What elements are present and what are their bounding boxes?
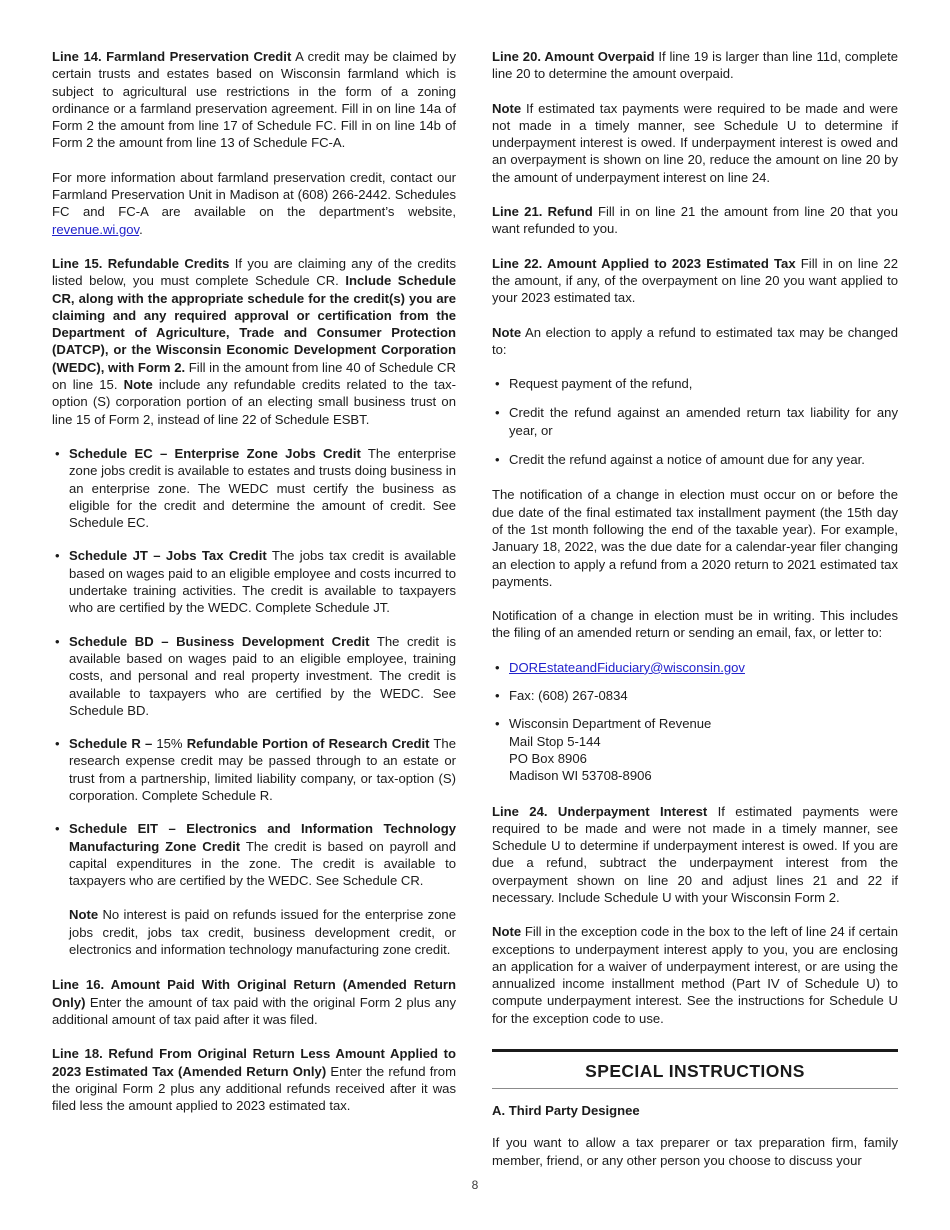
refundable-credit-bullets bbox=[52, 445, 456, 958]
bullet-body-schedule-r: The research expense credit may be passed through to an estate or trust from a partnership, limited liability company, or tax-option (S) corporation. Complete Schedule R. bbox=[69, 736, 456, 803]
list-item-email bbox=[492, 659, 898, 676]
bullet-heading-schedule-r-part-1: Schedule R – bbox=[69, 736, 157, 752]
paragraph-line-14 bbox=[52, 48, 456, 152]
bullet-heading-schedule-ec: Schedule EC – Enterprise Zone Jobs Credit bbox=[69, 445, 361, 461]
line-16-heading: Line 16. Amount Paid With Original Return (Amended Return Only) bbox=[52, 977, 456, 1010]
paragraph-line-18 bbox=[52, 1045, 456, 1114]
note-election-label: Note bbox=[492, 324, 522, 340]
line-21-body: Fill in on line 21 the amount from line 20 that you want refunded to you. bbox=[492, 204, 898, 237]
list-item bbox=[52, 633, 456, 719]
bullet-heading-schedule-bd: Schedule BD – Business Development Credit bbox=[69, 633, 370, 649]
page-number: 8 bbox=[471, 1178, 479, 1192]
section-a-heading: A. Third Party Designee bbox=[492, 1103, 640, 1119]
line-15-part-1: If you are claiming any of the credits listed below, you must complete Schedule CR. bbox=[52, 255, 456, 289]
note-exception-body: Fill in the exception code in the box to the left of line 24 if certain exceptions to underpayment interest apply to you, you are enclosing an application for a waiver of underpayment interest, or are using the annualized income installment method (Part IV of Schedule U) to compute underpayment interest. See the instructions for Schedule U for the exception code to use. bbox=[492, 924, 898, 1026]
bullet-body-schedule-eit: The credit is based on payroll and capital expenditures in the zone. The credit is available to taxpayers who are certified by the WEDC. See Schedule CR. bbox=[69, 838, 456, 889]
list-item bbox=[52, 547, 456, 616]
line-18-heading: Line 18. Refund From Original Return Less Amount Applied to 2023 Estimated Tax (Amended Return Only) bbox=[52, 1046, 456, 1079]
line-24-heading: Line 24. Underpayment Interest bbox=[492, 803, 708, 819]
list-item bbox=[52, 445, 456, 531]
list-item bbox=[52, 735, 456, 804]
address-line-1: • Wisconsin Department of Revenue bbox=[509, 716, 712, 732]
farmland-contact-text: For more information about farmland preservation credit, contact our Farmland Preservation Unit in Madison at (608) 266-2442. Schedules FC and FC-A are available on the department’s website, bbox=[52, 169, 456, 220]
revenue-website-link[interactable]: revenue.wi.gov bbox=[52, 221, 140, 237]
special-instructions-header-block bbox=[492, 1049, 898, 1089]
line-24-body: If estimated payments were required to be made and were not made in a timely manner, see Schedule U to determine if underpayment interest is owed. If you are due a refund, subtract the underpayment interest from the overpayment shown on line 20 and adjust lines 21 and 22 if necessary. Include Schedule U with your Wisconsin Form 2. bbox=[492, 803, 898, 905]
paragraph-note-line-20 bbox=[492, 100, 898, 186]
bullet-schedule-r-percent: 15% bbox=[156, 736, 183, 752]
line-15-part-3: include any refundable credits related to the tax-option (S) corporation portion of an electing small business trust on line 15 of Form 2, instead of line 22 of Schedule ESBT. bbox=[52, 377, 457, 427]
line-21-heading: Line 21. Refund bbox=[492, 204, 593, 220]
line-15-part-2: Fill in the amount from line 40 of Schedule CR on line 15. bbox=[52, 359, 456, 393]
line-15-bold-block: Include Schedule CR, along with the appropriate schedule for the credit(s) you are claiming and any required approval or certification from the Department of Agriculture, Trade and Consumer Protection (DATCP), or the Wisconsin Economic Development Corporation (WEDC), with Form 2. bbox=[52, 273, 456, 375]
paragraph-line-24 bbox=[492, 803, 898, 907]
line-20-heading: Line 20. Amount Overpaid bbox=[492, 49, 655, 64]
bullet-body-schedule-jt: The jobs tax credit is available based on wages paid to an eligible employee and costs incurred to undertake training activities. The credit is available to taxpayers who are certified by the WEDC. Complete Schedule JT. bbox=[69, 548, 456, 616]
paragraph-line-20 bbox=[492, 48, 898, 83]
bullet-body-schedule-ec: The enterprise zone jobs credit is available to estates and trusts doing business in an enterprise zone. The WEDC must certify the business as eligible for the credit and determine the amount of credit. See Schedule EC. bbox=[69, 445, 456, 531]
line-20-body: If line 19 is larger than line 11d, complete line 20 to determine the amount overpaid. bbox=[492, 49, 898, 82]
list-item bbox=[52, 820, 456, 958]
line-14-heading: Line 14. Farmland Preservation Credit bbox=[52, 49, 292, 64]
election-change-bullets bbox=[492, 375, 898, 468]
line-18-body: Enter the refund from the original Form 2 plus any additional refunds received after it was filed less the amount applied to 2023 estimated tax. bbox=[52, 1063, 456, 1114]
note-exception-label: Note bbox=[492, 924, 522, 940]
paragraph-note-election bbox=[492, 324, 898, 359]
paragraph-line-22 bbox=[492, 255, 898, 307]
paragraph-notification-deadline: The notification of a change in election must occur on or before the due date of the final estimated tax installment payment (the 15th day of the 1st month following the end of the taxable year). For example, January 18, 2022, was the due date for a calendar-year filer changing an election to apply a refund from a 2020 return to 2021 estimated tax payments. bbox=[492, 487, 898, 589]
line-14-body: A credit may be claimed by certain trusts and estates based on Wisconsin farmland which is subject to agricultural use restrictions in the form of a zoning ordinance or a farmland preservation agreement. Fill in on line 14a of Form 2 the amount from line 17 of Schedule FC. Fill in on line 14b of Form 2 the amount from line 13 of Schedule FC-A. bbox=[52, 49, 456, 151]
note-line-20-body: If estimated tax payments were required to be made and were not made in a timely manner, see Schedule U to determine if underpayment interest is owed. If underpayment interest is owed and an overpayment is shown on line 20, reduce the amount on line 20 by the amount of underpayment interest on line 24. bbox=[492, 100, 898, 185]
paragraph-line-16 bbox=[52, 976, 456, 1028]
note-line-20-label: Note bbox=[492, 100, 522, 116]
line-15-note-label: Note bbox=[123, 377, 153, 393]
paragraph-farmland-contact bbox=[52, 169, 456, 238]
left-column bbox=[52, 48, 456, 1158]
list-item: • Request payment of the refund, bbox=[492, 375, 898, 392]
right-column bbox=[492, 48, 898, 1168]
paragraph-note-exception bbox=[492, 923, 898, 1027]
estate-fiduciary-email-link[interactable]: DOREstateandFiduciary@wisconsin.gov bbox=[509, 659, 745, 675]
list-item-address bbox=[492, 715, 898, 784]
two-column-body bbox=[52, 48, 898, 1168]
eit-note-label: Note bbox=[69, 907, 99, 923]
line-15-heading: Line 15. Refundable Credits bbox=[52, 255, 230, 271]
bullet-heading-schedule-eit: Schedule EIT – Electronics and Information Technology Manufacturing Zone Credit bbox=[69, 821, 456, 854]
farmland-contact-period: . bbox=[139, 221, 143, 237]
bullet-body-schedule-bd: The credit is available based on wages paid to an eligible employee, training costs, and personal and real property investment. The credit is available to taxpayers who are certified by the WEDC. See Schedule BD. bbox=[69, 633, 456, 718]
special-instructions-title: SPECIAL INSTRUCTIONS bbox=[585, 1061, 805, 1082]
address-line-4: Madison WI 53708-8906 bbox=[509, 768, 652, 784]
line-22-heading: Line 22. Amount Applied to 2023 Estimated Tax bbox=[492, 255, 796, 271]
bullet-eit-paragraph bbox=[69, 821, 456, 888]
address-line-3: PO Box 8906 bbox=[509, 750, 587, 766]
list-item-fax: • Fax: (608) 267-0834 bbox=[492, 687, 898, 704]
bullet-heading-schedule-r-part-2: Refundable Portion of Research Credit bbox=[182, 736, 430, 752]
paragraph-line-21 bbox=[492, 203, 898, 238]
eit-note-body: No interest is paid on refunds issued for the enterprise zone jobs credit, jobs tax credit, business development credit, or electronics and information technology manufacturing zone credit. bbox=[69, 907, 456, 958]
line-16-body: Enter the amount of tax paid with the original Form 2 plus any additional amount of tax paid after it was filed. bbox=[52, 994, 456, 1027]
note-election-body: An election to apply a refund to estimated tax may be changed to: bbox=[492, 324, 898, 357]
contact-bullets bbox=[492, 659, 898, 785]
section-a-body: If you want to allow a tax preparer or tax preparation firm, family member, friend, or any other person you choose to discuss your bbox=[492, 1135, 898, 1168]
list-item: • Credit the refund against a notice of amount due for any year. bbox=[492, 451, 898, 468]
rule-below-heading bbox=[492, 1088, 898, 1089]
address-line-2: Mail Stop 5-144 bbox=[509, 733, 601, 749]
bullet-eit-note bbox=[69, 907, 456, 957]
paragraph-line-15 bbox=[52, 255, 456, 428]
line-22-body: Fill in on line 22 the amount, if any, of the overpayment on line 20 you want applied to your 2023 estimated tax. bbox=[492, 255, 898, 306]
list-item: • Credit the refund against an amended return tax liability for any year, or bbox=[492, 404, 898, 439]
bullet-heading-schedule-jt: Schedule JT – Jobs Tax Credit bbox=[69, 548, 267, 564]
paragraph-notification-writing: Notification of a change in election must be in writing. This includes the filing of an amended return or sending an email, fax, or letter to: bbox=[492, 608, 898, 641]
